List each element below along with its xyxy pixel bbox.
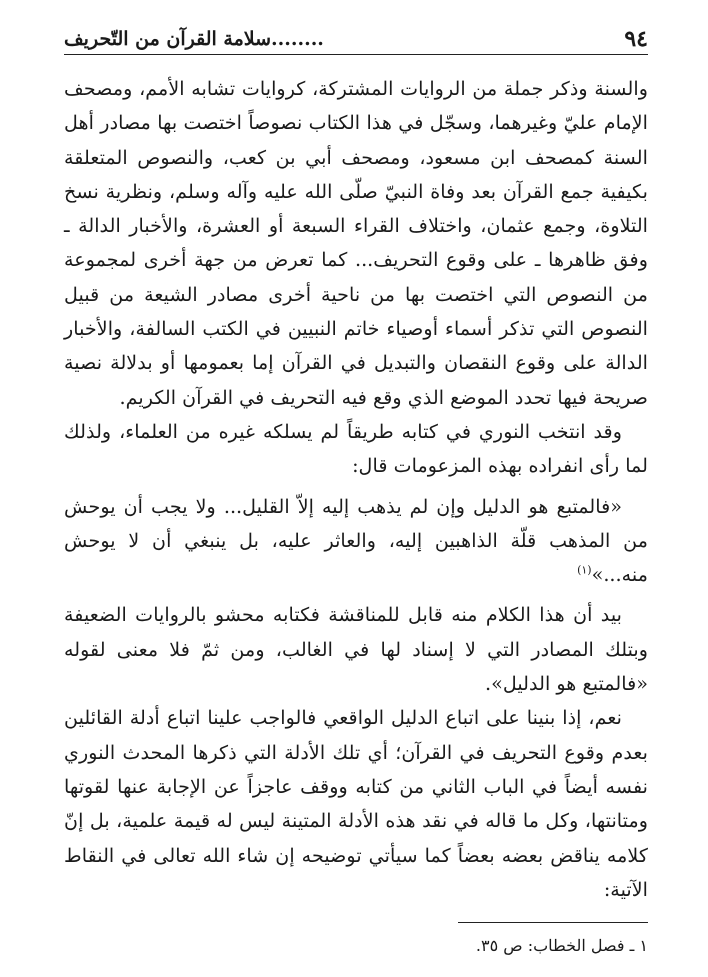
paragraph: وقد انتخب النوري في كتابه طريقاً لم يسلكه غيره من العلماء، ولذلك لما رأى انفراده بهذه المزعومات قال: — [64, 419, 648, 478]
paragraph: نعم، إذا بنينا على اتباع الدليل الواقعي فالواجب علينا اتباع أدلة القائلين بعدم وقوع التحريف في القرآن؛ أي تلك الأدلة التي ذكرها المحدث النوري نفسه أيضاً في الباب الثاني من كتابه ووقف عاجزاً عن الإجابة عنها لقوتها ومتانتها، وكل ما قاله في نقد هذه الأدلة المتينة ليس له قيمة علمية، بل إنّ كلامه يناقض بعضه بعضاً كما سيأتي توضيحه إن شاء الله تعالى في النقاط الآتية: — [64, 706, 648, 901]
paragraph: والسنة وذكر جملة من الروايات المشتركة، كروايات تشابه الأمم، ومصحف الإمام عليّ وغيرهما، وسجّل في هذا الكتاب نصوصاً اختصت بها مصادر أهل السنة كمصحف ابن مسعود، ومصحف أبي بن كعب، والنصوص المتعلقة بكيفية جمع القرآن بعد وفاة النبيّ صلّى الله عليه وآله وسلم، ونظرية نسخ التلاوة، وجمع عثمان، واختلاف القراء السبعة أو العشرة، والأخبار الدالة ـ وفق ظاهرها ـ على وقوع التحريف... كما تعرض من جهة أخرى لمجموعة من النصوص التي اختصت بها من ناحية أخرى مصادر الشيعة من قبيل النصوص التي تذكر أسماء أوصياء خاتم النبيين في الكتب السالفة، والأخبار الدالة على وقوع النقصان والتبديل في القرآن إما بعمومها أو بدلالة نصية صريحة فيها تحدد الموضع الذي وقع فيه التحريف في القرآن الكريم. — [64, 77, 648, 409]
page-header — [64, 18, 648, 55]
running-title: ........سلامة القرآن من التّحريف — [64, 28, 324, 50]
quotation — [64, 490, 648, 593]
footnote-divider — [458, 922, 648, 923]
paragraph: بيد أن هذا الكلام منه قابل للمناقشة فكتابه محشو بالروايات الضعيفة وبتلك المصادر التي لا إسناد لها في الغالب، ومن ثمّ فلا معنى لقوله «فالمتبع هو الدليل». — [64, 603, 648, 696]
quotation-text: «فالمتبع هو الدليل وإن لم يذهب إليه إلاّ القليل... ولا يجب أن يوحش من المذهب قلّة الذاهبين إليه، والعاثر عليه، بل ينبغي أن لا يوحش منه...» — [64, 494, 648, 587]
footnote: ١ ـ فصل الخطاب: ص ٣٥. — [475, 936, 648, 955]
footnote-marker[interactable]: (١) — [577, 563, 592, 577]
page-body — [64, 72, 648, 907]
page-number: ٩٤ — [624, 26, 648, 52]
